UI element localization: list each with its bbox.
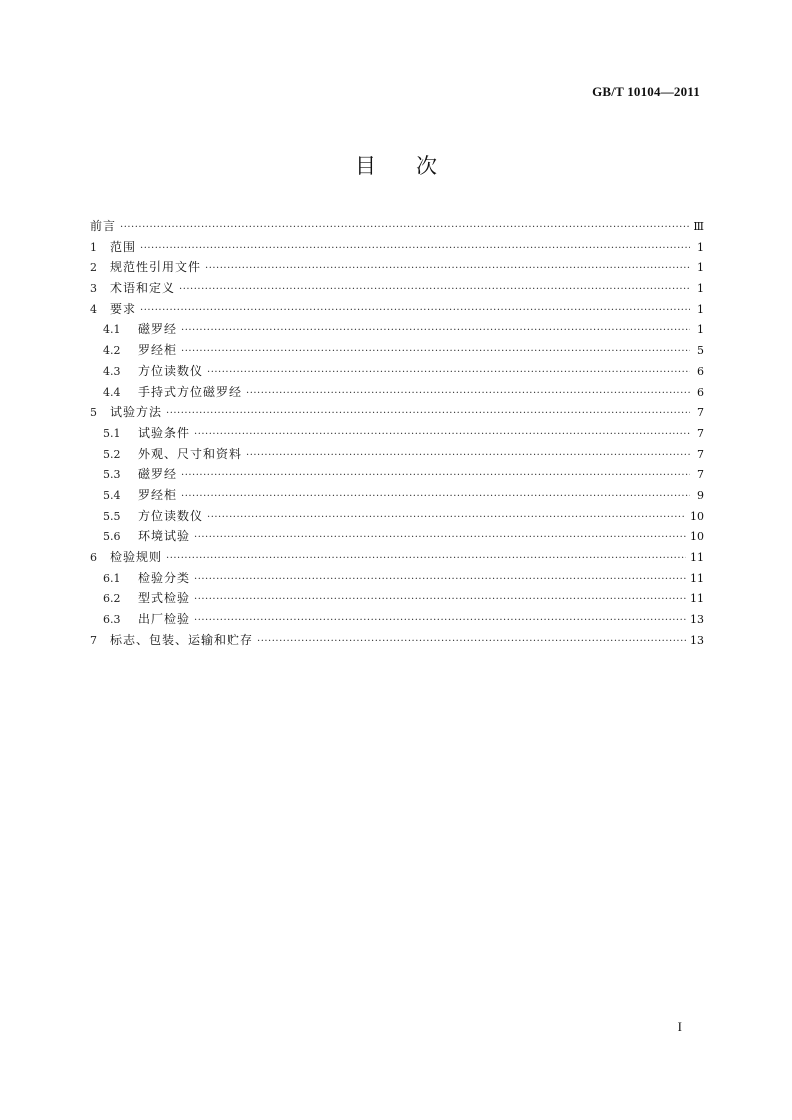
toc-entry-page: 5	[697, 344, 704, 358]
toc-entry[interactable]	[90, 216, 704, 237]
toc-entry-page: 13	[690, 613, 704, 627]
toc-entry-title: 方位读数仪	[138, 363, 204, 378]
toc-entry-title: 方位读数仪	[138, 508, 204, 523]
toc-entry-number: 6	[90, 551, 97, 564]
toc-entry-page: 7	[697, 447, 704, 461]
toc-entry-page: 7	[697, 426, 704, 440]
toc-entry-number: 6.1	[103, 571, 121, 585]
toc-dot-leader	[181, 487, 690, 508]
toc-dot-leader	[205, 259, 690, 280]
toc-dot-leader	[140, 301, 690, 322]
toc-entry-page: 11	[690, 551, 704, 564]
toc-entry-number: 5.4	[103, 488, 121, 502]
toc-entry-page: 6	[697, 364, 704, 378]
toc-entry-page: 10	[690, 530, 704, 544]
table-of-contents	[90, 216, 704, 650]
toc-entry-page: 1	[697, 302, 704, 316]
toc-entry-title: 出厂检验	[138, 612, 191, 627]
toc-entry-number: 2	[90, 261, 97, 275]
toc-entry[interactable]	[90, 278, 704, 299]
toc-entry[interactable]	[90, 526, 704, 547]
toc-entry-number: 4.4	[103, 385, 121, 399]
toc-entry-page: 10	[690, 509, 704, 523]
toc-entry-page: 1	[697, 323, 704, 337]
toc-entry[interactable]	[90, 547, 704, 568]
toc-entry-title: 环境试验	[138, 529, 191, 544]
toc-dot-leader	[246, 384, 690, 405]
toc-entry[interactable]	[90, 402, 704, 423]
toc-entry-title: 规范性引用文件	[110, 260, 202, 275]
toc-entry-number: 5	[90, 406, 97, 420]
toc-dot-leader	[120, 218, 689, 239]
toc-entry-title: 磁罗经	[138, 467, 178, 482]
toc-entry-number: 6.3	[103, 613, 121, 627]
toc-entry[interactable]	[90, 444, 704, 465]
toc-entry-page: 13	[690, 633, 704, 647]
toc-entry-number: 5.5	[103, 509, 121, 523]
standard-code: GB/T 10104—2011	[592, 84, 700, 99]
toc-dot-leader	[207, 508, 686, 529]
toc-entry-title: 试验条件	[138, 425, 191, 440]
toc-dot-leader	[207, 363, 690, 384]
toc-entry[interactable]	[90, 257, 704, 278]
toc-entry-page: 1	[697, 240, 704, 254]
toc-entry[interactable]	[90, 299, 704, 320]
toc-entry-title: 试验方法	[110, 405, 163, 420]
toc-dot-leader	[181, 466, 690, 487]
toc-entry-title: 范围	[110, 239, 137, 254]
toc-entry-title: 磁罗经	[138, 322, 178, 337]
toc-entry-number: 4.3	[103, 364, 121, 378]
toc-entry[interactable]	[90, 237, 704, 258]
toc-dot-leader	[194, 528, 686, 549]
toc-dot-leader	[181, 342, 690, 363]
toc-entry-number: 5.6	[103, 530, 121, 544]
toc-entry[interactable]	[90, 361, 704, 382]
toc-entry-number: 6.2	[103, 592, 121, 606]
toc-dot-leader	[194, 611, 686, 632]
toc-dot-leader	[179, 280, 690, 301]
toc-entry-title: 要求	[110, 301, 137, 316]
toc-entry[interactable]	[90, 506, 704, 527]
toc-entry-number: 5.3	[103, 468, 121, 482]
toc-entry-page: 7	[697, 406, 704, 420]
toc-dot-leader	[181, 321, 690, 342]
toc-entry[interactable]	[90, 464, 704, 485]
toc-dot-leader	[140, 239, 690, 260]
toc-entry[interactable]	[90, 630, 704, 651]
toc-entry-title: 罗经柜	[138, 487, 178, 502]
toc-entry-title: 检验分类	[138, 570, 191, 585]
page-number: I	[677, 1019, 682, 1034]
toc-entry-number: 5.2	[103, 447, 121, 461]
toc-entry-page: 11	[690, 571, 704, 585]
toc-entry[interactable]	[90, 319, 704, 340]
toc-entry[interactable]	[90, 382, 704, 403]
toc-entry-page: 11	[690, 592, 704, 606]
toc-entry-number: 7	[90, 633, 97, 647]
toc-entry-page: 6	[697, 385, 704, 399]
toc-entry-title: 检验规则	[110, 550, 163, 564]
toc-entry-number: 4.2	[103, 344, 121, 358]
toc-entry-number: 1	[90, 240, 97, 254]
toc-entry-title: 外观、尺寸和资料	[138, 446, 243, 461]
toc-entry-title: 手持式方位磁罗经	[138, 384, 243, 399]
toc-entry[interactable]	[90, 588, 704, 609]
toc-entry-title: 罗经柜	[138, 343, 178, 358]
toc-entry-page: 1	[697, 282, 704, 296]
toc-entry-page: Ⅲ	[693, 220, 704, 233]
toc-dot-leader	[194, 425, 690, 446]
toc-entry-title: 型式检验	[138, 591, 191, 606]
toc-entry[interactable]	[90, 568, 704, 589]
toc-entry-title: 术语和定义	[110, 281, 176, 296]
toc-dot-leader	[194, 590, 686, 611]
toc-dot-leader	[194, 570, 686, 591]
toc-dot-leader	[257, 632, 686, 653]
toc-dot-leader	[166, 549, 686, 570]
toc-entry[interactable]	[90, 340, 704, 361]
toc-dot-leader	[166, 404, 690, 425]
page-title: 目次	[355, 154, 477, 178]
toc-entry-number: 3	[90, 282, 97, 296]
toc-entry-number: 4.1	[103, 323, 121, 337]
toc-dot-leader	[246, 446, 690, 467]
toc-entry-number: 4	[90, 302, 97, 316]
toc-entry-number: 5.1	[103, 426, 121, 440]
toc-entry[interactable]	[90, 485, 704, 506]
toc-entry[interactable]	[90, 423, 704, 444]
toc-entry-page: 9	[697, 488, 704, 502]
toc-entry-page: 7	[697, 468, 704, 482]
toc-entry-title: 前言	[90, 219, 117, 233]
toc-entry-page: 1	[697, 261, 704, 275]
toc-entry-title: 标志、包装、运输和贮存	[110, 632, 254, 647]
toc-entry[interactable]	[90, 609, 704, 630]
